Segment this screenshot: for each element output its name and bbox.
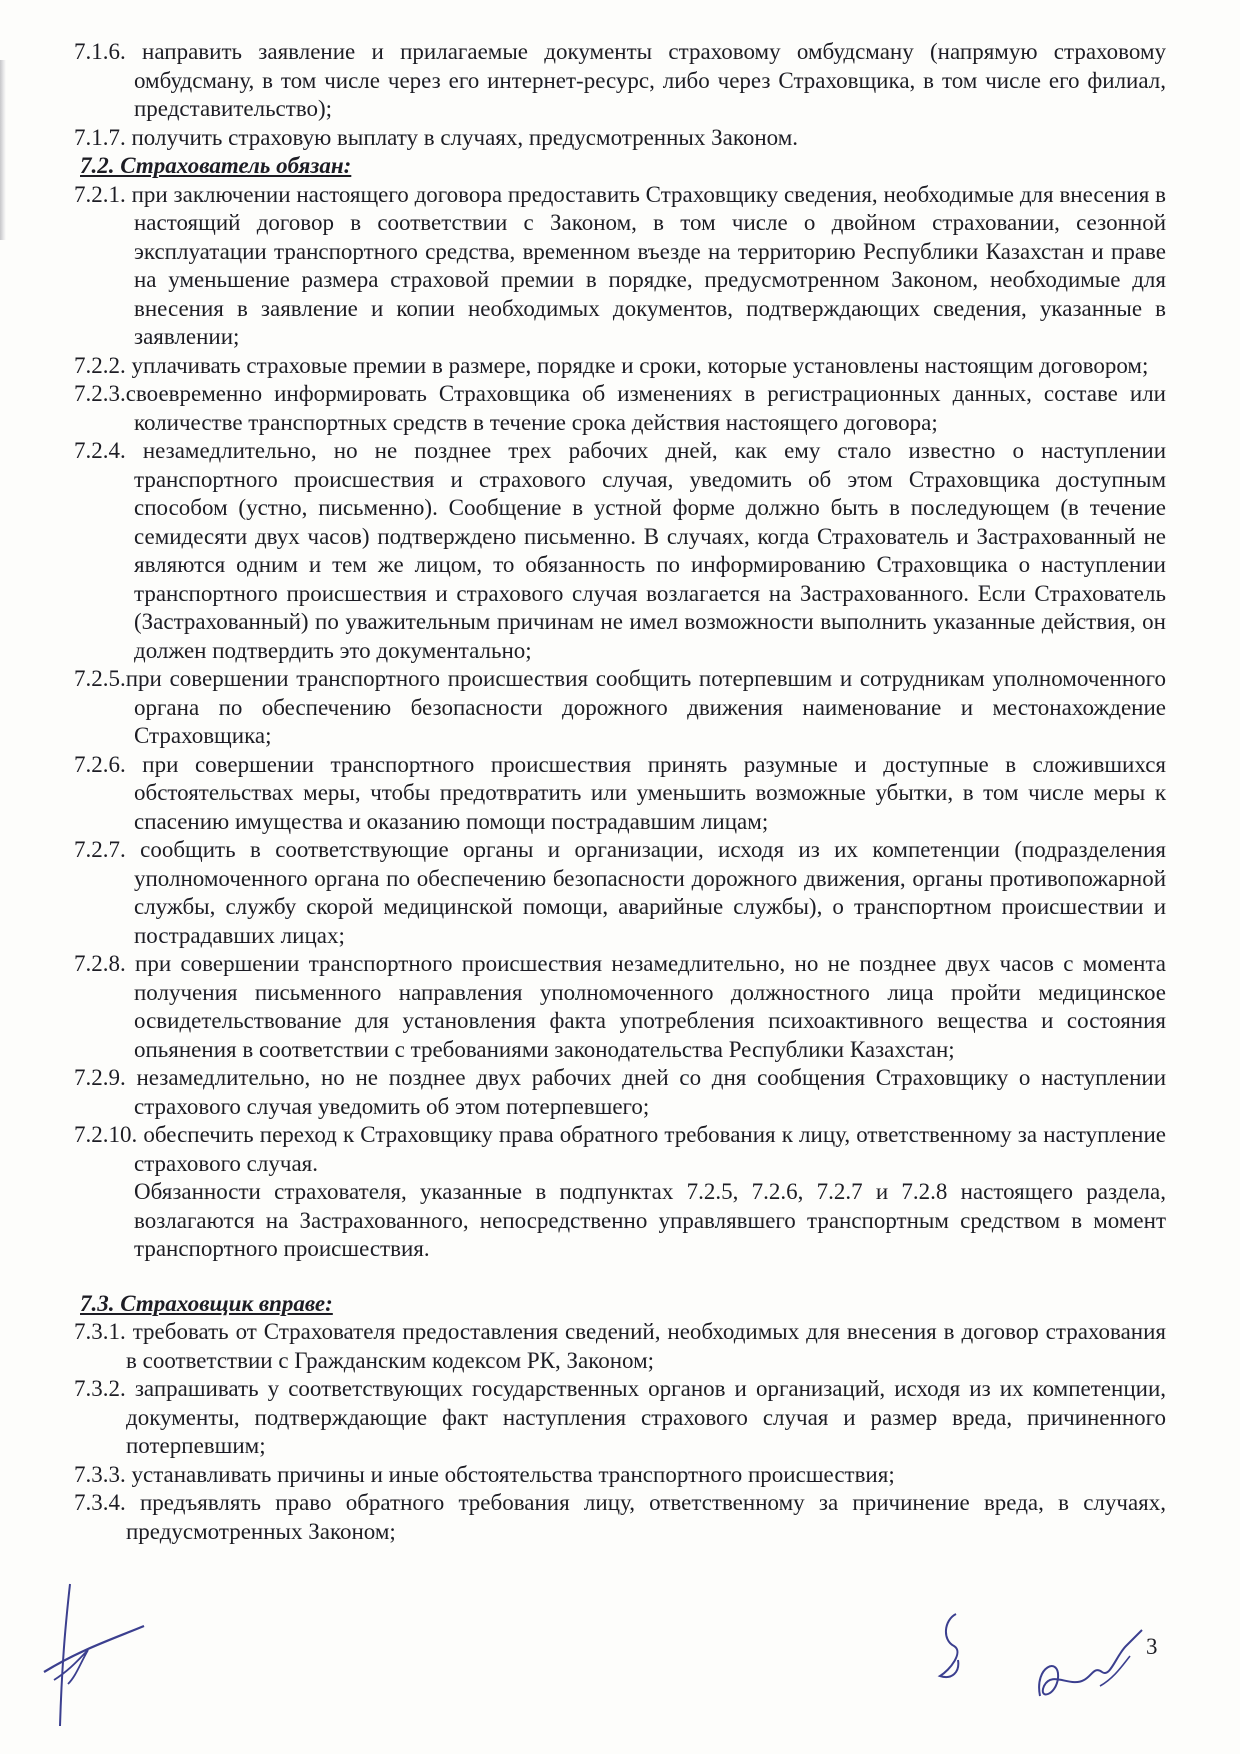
clause-text: запрашивать у соответствующих государственных органов и организаций, исходя из их компетенции, документы, подтверждающие факт наступления страхового случая и размер вреда, причиненного потерпевшим;	[126, 1376, 1167, 1458]
clause-number: 7.3.4.	[74, 1490, 126, 1515]
clause-text: сообщить в соответствующие органы и организации, исходя из их компетенции (подразделения уполномоченного органа по обеспечению безопасности дорожного движения, органы противопожарной службы, службу скорой медицинской помощи, аварийные службы), о транспортном происшествии и пострадавших лицах;	[134, 837, 1166, 948]
page-number: 3	[1146, 1634, 1158, 1659]
clause-7-3-1	[74, 1318, 1166, 1375]
section-7-3-heading: 7.3. Страховщик вправе:	[80, 1290, 333, 1316]
clause-7-2-9	[74, 1064, 1166, 1121]
scan-edge-shadow	[0, 60, 6, 240]
clause-text: направить заявление и прилагаемые документы страховому омбудсману (напрямую страховому омбудсману, в том числе через его интернет-ресурс, либо через Страховщика, в том числе его филиал, представительство);	[134, 39, 1166, 121]
clause-number: 7.2.8.	[74, 951, 126, 976]
clause-7-2-6	[74, 751, 1166, 837]
clause-text: предъявлять право обратного требования лицу, ответственному за причинение вреда, в случаях, предусмотренных Законом;	[126, 1490, 1166, 1544]
clause-number: 7.3.2.	[74, 1376, 126, 1401]
handwritten-signature-left	[40, 1580, 150, 1730]
clause-text: незамедлительно, но не позднее двух рабочих дней со дня сообщения Страховщику о наступлении страхового случая уведомить об этом потерпевшего;	[134, 1065, 1167, 1119]
section-7-2-heading: 7.2. Страхователь обязан:	[80, 153, 352, 178]
clause-number: 7.1.6.	[74, 39, 126, 64]
clause-number: 7.2.3.	[74, 381, 126, 406]
clause-text: при совершении транспортного происшествия незамедлительно, но не позднее двух часов с момента получения письменного направления уполномоченного должностного лица пройти медицинское освидетельствование для установления факта употребления психоактивного вещества и состояния опьянения в соответствии с требованиями законодательства Республики Казахстан;	[134, 951, 1167, 1062]
clause-7-2-8	[74, 950, 1166, 1064]
clause-7-2-1	[74, 181, 1166, 352]
clause-number: 7.3.1.	[74, 1319, 126, 1344]
clause-number: 7.2.2.	[74, 352, 126, 378]
clause-7-2-3	[74, 380, 1166, 437]
clause-7-2-5	[74, 665, 1166, 751]
clause-7-2-7	[74, 836, 1166, 950]
clause-7-2-10	[74, 1121, 1166, 1178]
clause-7-3-4	[74, 1489, 1166, 1546]
clause-number: 7.2.4.	[74, 438, 126, 463]
clause-7-1-7	[74, 124, 1166, 153]
clause-number: 7.1.7.	[74, 124, 126, 150]
clause-text: получить страховую выплату в случаях, предусмотренных Законом.	[131, 124, 799, 150]
clause-text: требовать от Страхователя предоставления сведений, необходимых для внесения в договор страхования в соответствии с Гражданским кодексом РК, Законом;	[126, 1319, 1166, 1373]
clause-text: уплачивать страховые премии в размере, порядке и сроки, которые установлены настоящим договором;	[131, 352, 1149, 378]
clause-number: 7.2.1.	[74, 181, 126, 207]
clause-text: при совершении транспортного происшествия сообщить потерпевшим и сотрудникам уполномоченного органа по обеспечению безопасности дорожного движения наименование и местонахождение Страховщика;	[125, 666, 1166, 748]
clause-text: при заключении настоящего договора предоставить Страховщику сведения, необходимые для внесения в настоящий договор в соответствии с Законом, в том числе о двойном страховании, сезонной эксплуатации транспортного средства, временном въезде на территорию Республики Казахстан и праве на уменьшение размера страховой премии в порядке, предусмотренном Законом, необходимые для внесения в заявление и копии необходимых документов, подтверждающих сведения, указанные в заявлении;	[131, 181, 1166, 349]
clause-text: при совершении транспортного происшествия принять разумные и доступные в сложившихся обстоятельствах меры, чтобы предотвратить или уменьшить возможные убытки, в том числе меры к спасению имущества и оказанию помощи пострадавшим лицам;	[134, 751, 1166, 834]
clause-number: 7.2.9.	[74, 1065, 126, 1090]
clause-7-3-3	[74, 1461, 1166, 1490]
clause-number: 7.3.3.	[74, 1461, 126, 1487]
clause-text: незамедлительно, но не позднее трех рабочих дней, как ему стало известно о наступлении транспортного происшествия и страхового случая, уведомить об этом Страховщика доступным способом (устно, письменно). Сообщение в устной форме должно быть в последующем (в течение семидесяти двух часов) подтверждено письменно. В случаях, когда Страхователь и Застрахованный не являются одним и тем же лицом, то обязанность по информированию Страховщика о наступлении транспортного происшествия и страхового случая возлагается на Застрахованного. Если Страхователь (Застрахованный) по уважительным причинам не имел возможности выполнить указанные действия, он должен подтвердить это документально;	[134, 438, 1166, 663]
handwritten-initial-center	[930, 1610, 980, 1690]
section-gap	[74, 1264, 1166, 1290]
clause-7-3-2	[74, 1375, 1166, 1461]
clause-text: своевременно информировать Страховщика об изменениях в регистрационных данных, составе или количестве транспортных средств в течение срока действия настоящего договора;	[125, 381, 1166, 435]
clause-7-2-4	[74, 437, 1166, 665]
handwritten-signature-right	[1030, 1626, 1150, 1712]
document-page	[74, 38, 1166, 1546]
section-7-2-note: Обязанности страхователя, указанные в подпунктах 7.2.5, 7.2.6, 7.2.7 и 7.2.8 настоящего раздела, возлагаются на Застрахованного, непосредственно управлявшего транспортным средством в момент транспортного происшествия.	[134, 1179, 1166, 1261]
clause-text: обеспечить переход к Страховщику права обратного требования к лицу, ответственному за наступление страхового случая.	[134, 1122, 1167, 1176]
clause-number: 7.2.5.	[74, 666, 126, 691]
clause-number: 7.2.10.	[74, 1122, 138, 1147]
clause-7-1-6	[74, 38, 1166, 124]
clause-7-2-2	[74, 352, 1166, 381]
clause-text: устанавливать причины и иные обстоятельства транспортного происшествия;	[131, 1461, 895, 1487]
clause-number: 7.2.7.	[74, 837, 126, 862]
clause-number: 7.2.6.	[74, 751, 126, 777]
